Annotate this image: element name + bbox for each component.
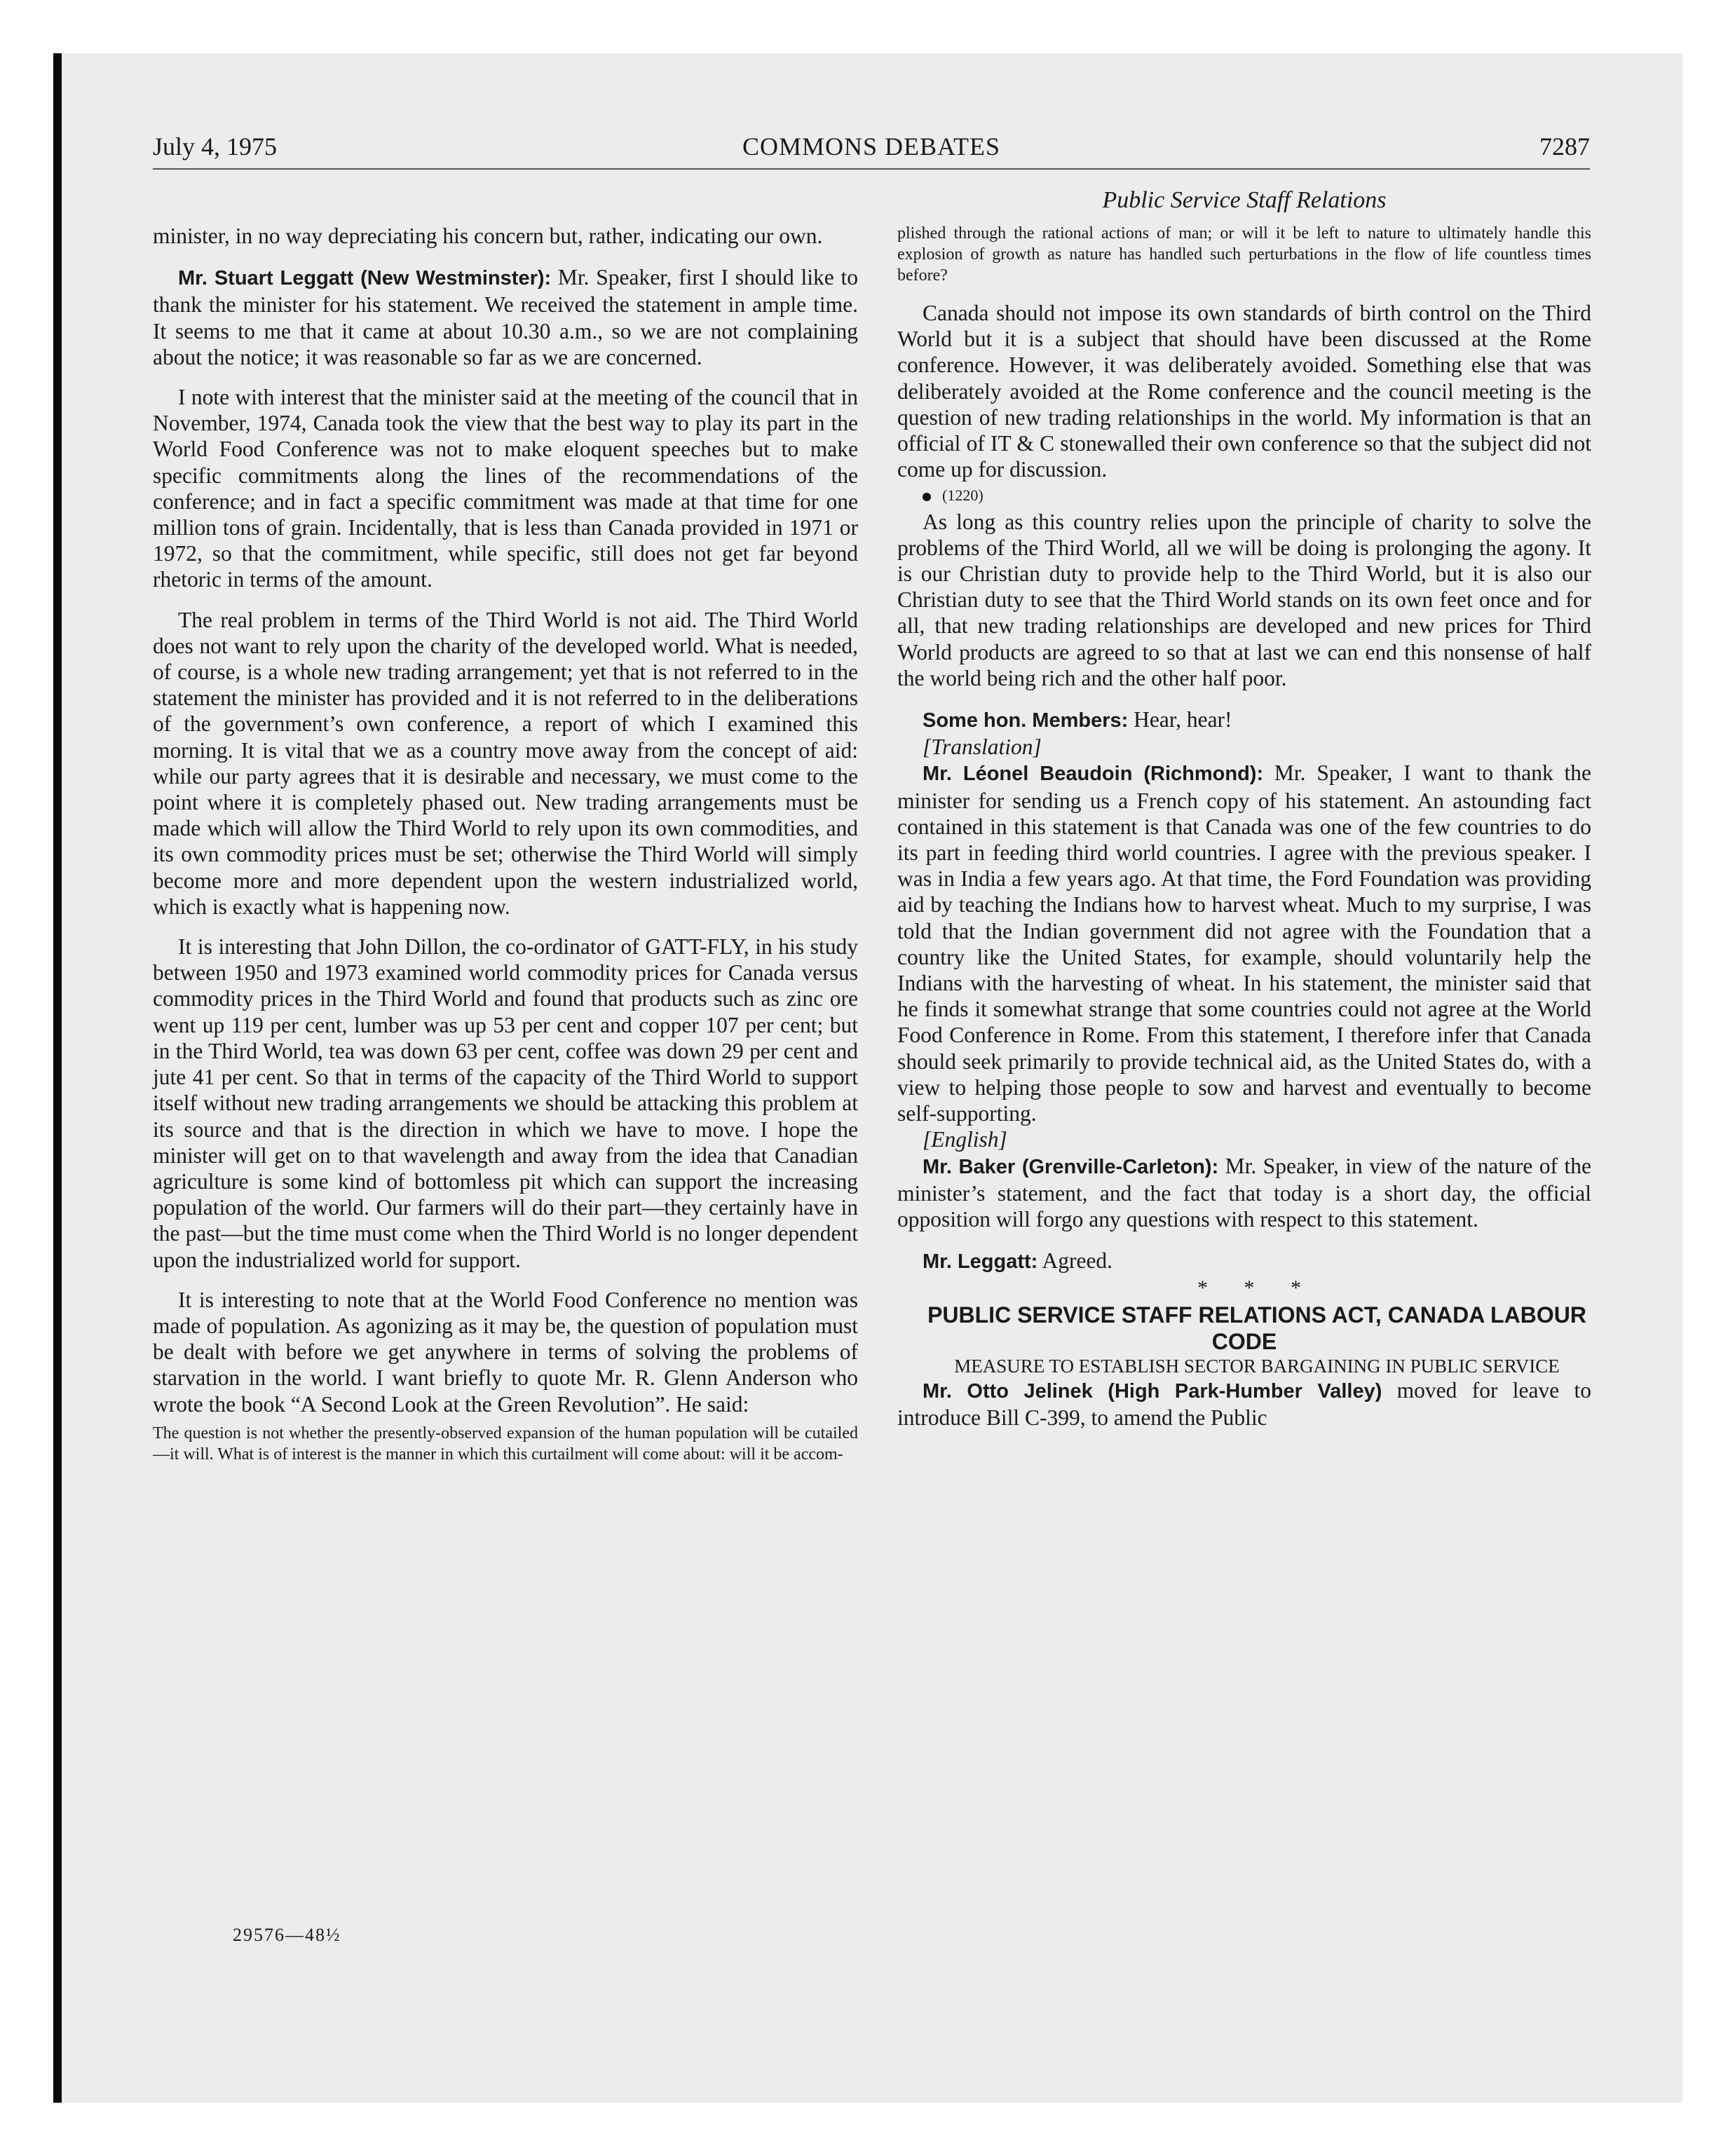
paragraph: As long as this country relies upon the principle of charity to solve the problems of the Third World, all we will be doing is prolonging the agony. It is our Christian duty to provide help to the Third World, but it is also our Christian duty to see that the Third World stands on its own feet once and for all, that new trading relationships are developed and new prices for Third World products are agreed to so that at last we can end this nonsense of half the world being rich and the other half poor. [897,509,1591,690]
speaker-name: Mr. Léonel Beaudoin (Richmond): [923,763,1264,786]
scan-edge [53,53,62,2103]
right-column [897,223,1591,1431]
block-quote-continued: plished through the rational actions of man; or will it be left to nature to ultimately handle this explosion of growth as nature has handled such perturbations in the flow of life countless times before? [897,224,1591,285]
running-head: Public Service Staff Relations [1102,187,1387,213]
language-marker: [English] [923,1127,1007,1152]
speech [153,264,858,370]
speech [897,760,1591,1126]
speaker-name: Mr. Baker (Grenville-Carleton): [923,1155,1219,1178]
section-subheading: MEASURE TO ESTABLISH SECTOR BARGAINING IN PUBLIC SERVICE [954,1355,1560,1377]
paragraph: minister, in no way depreciating his concern but, rather, indicating our own. [153,224,823,248]
speech [897,1248,1591,1275]
speaker-name: Some hon. Members: [923,709,1129,732]
left-column [153,223,858,1465]
language-marker: [Translation] [923,735,1042,760]
header-title: COMMONS DEBATES [742,132,1001,161]
speaker-name: Mr. Stuart Leggatt (New Westminster): [178,267,552,290]
paragraph: It is interesting that John Dillon, the co-ordinator of GATT-FLY, in his study between 1950 and 1973 examined world commodity prices for Canada versus commodity prices in the Third World and found that products such as zinc ore went up 119 per cent, lumber was up 53 per cent and copper 107 per cent; but in the Third World, tea was down 63 per cent, coffee was down 29 per cent and jute 41 per cent. So that in terms of the capacity of the Third World to support itself without new trading arrangements we should be attacking this problem at its source and that is the direction in which we have to move. I hope the minister will get on to that wavelength and away from the idea that Canadian agriculture is some kind of bottomless pit which can support the increasing population of the world. Our farmers will do their part—they certainly have in the past—but the time must come when the Third World is no longer dependent upon the industrialized world for support. [153,934,858,1272]
speech-text: moved for leave to introduce Bill C-399, to amend the Public [897,1377,1591,1430]
paragraph: The real problem in terms of the Third World is not aid. The Third World does not want to rely upon the charity of the developed world. What is needed, of course, is a whole new trading arrangement; yet that is not referred to in the statement the minister has provided and it is not referred to in the deliberations of the government’s own conference, a report of which I examined this morning. It is vital that we as a country move away from the concept of aid: while our party agrees that it is desirable and necessary, we must come to the point where it is completely phased out. New trading arrangements must be made which will allow the Third World to rely upon its own commodities, and its own commodity prices must be set; otherwise the Third World will simply become more and more dependent upon the western industrialized world, which is exactly what is happening now. [153,607,858,919]
timestamp [897,482,1591,508]
speech [897,1153,1591,1233]
page-number: 7287 [1539,132,1590,161]
printer-code: 29576—48½ [233,1925,341,1945]
page-header [153,130,1590,170]
header-date: July 4, 1975 [153,132,278,161]
section-heading: PUBLIC SERVICE STAFF RELATIONS ACT, CANADA LABOUR CODE [927,1302,1586,1354]
speech-text: Mr. Speaker, in view of the nature of the minister’s statement, and the fact that today is a short day, the official opposition will forgo any questions with respect to this statement. [897,1153,1591,1231]
speech-text: Agreed. [1037,1248,1113,1274]
speaker-name: Mr. Leggatt: [923,1250,1038,1274]
speech [897,707,1591,734]
speech-text: Hear, hear! [1128,707,1232,732]
speech-text: Mr. Speaker, first I should like to thank the minister for his statement. We received the statement in ample time. It seems to me that it came at about 10.30 a.m., so we are not complaining about the notice; it was reasonable so far as we are concerned. [153,265,858,369]
block-quote: The question is not whether the presently-observed expansion of the human population will be cutailed—it will. What is of interest is the manner in which this curtailment will come about: will it be accom- [153,1424,858,1464]
bullet-icon [923,493,931,501]
speaker-name: Mr. Otto Jelinek (High Park-Humber Valley) [923,1379,1382,1403]
speech-text: Mr. Speaker, I want to thank the minister for sending us a French copy of his statement. An astounding fact contained in this statement is that Canada was one of the few countries to do its part in feeding third world countries. I agree with the previous speaker. I was in India a few years ago. At that time, the Ford Foundation was providing aid by teaching the Indians how to harvest wheat. Much to my surprise, I was told that the Indian government did not agree with the Foundation that a country like the United States, for example, should voluntarily help the Indians with the harvesting of wheat. In his statement, the minister said that he finds it somewhat strange that some countries could not agree at the World Food Conference in Rome. From this statement, I therefore infer that Canada should seek primarily to provide technical aid, as the United States do, with a view to helping those people to sow and harvest and eventually to become self-supporting. [897,760,1592,1126]
section-divider: * * * [1197,1276,1316,1300]
timestamp-text: (1220) [942,486,984,505]
paragraph: Canada should not impose its own standards of birth control on the Third World but it is a subject that should have been discussed at the Rome conference. However, it was deliberately avoided. Something else that was deliberately avoided at the Rome conference and the council meeting is the question of new trading relationships in the world. My information is that an official of IT & C stonewalled their own conference so that the subject did not come up for discussion. [897,301,1591,482]
paragraph: It is interesting to note that at the World Food Conference no mention was made of population. As agonizing as it may be, the question of population must be dealt with before we get anywhere in terms of solving the problems of starvation in the world. I want briefly to quote Mr. R. Glenn Anderson who wrote the book “A Second Look at the Green Revolution”. He said: [153,1287,858,1417]
speech [897,1377,1591,1431]
paragraph: I note with interest that the minister said at the meeting of the council that in November, 1974, Canada took the view that the best way to play its part in the World Food Conference was not to make eloquent speeches but to make specific commitments along the lines of the recommendations of the conference; and in fact a specific commitment was made at that time for one million tons of grain. Incidentally, that is less than Canada provided in 1971 or 1972, so that the commitment, while specific, still does not get far beyond rhetoric in terms of the amount. [153,385,858,592]
